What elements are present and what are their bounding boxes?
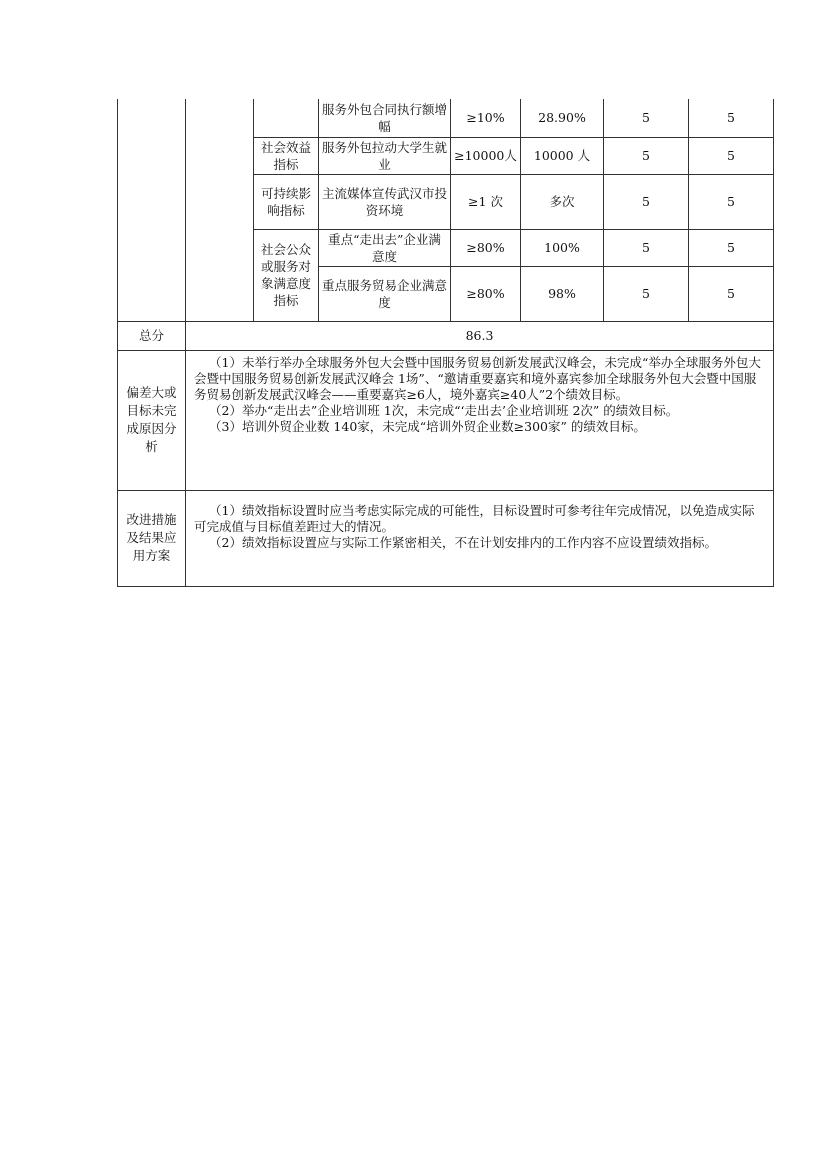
category-cell: 可持续影响指标: [254, 174, 319, 229]
total-value: 86.3: [186, 321, 774, 350]
blank-cell: [118, 99, 186, 321]
actual-cell: 28.90%: [521, 99, 604, 137]
category-cell: 社会效益指标: [254, 137, 319, 174]
category-cell: 社会公众或服务对象满意度指标: [254, 229, 319, 321]
indicator-cell: 服务外包拉动大学生就业: [319, 137, 451, 174]
improvement-item: （1）绩效指标设置时应当考虑实际完成的可能性，目标设置时可参考往年完成情况，以免造成实际可完成值与目标值差距过大的情况。: [194, 502, 755, 534]
actual-cell: 100%: [521, 229, 604, 266]
weight-cell: 5: [604, 174, 689, 229]
indicator-cell: 主流媒体宣传武汉市投资环境: [319, 174, 451, 229]
target-cell: ≥80%: [451, 266, 521, 321]
blank-cell: [186, 99, 254, 321]
score-cell: 5: [689, 266, 774, 321]
performance-table: [117, 99, 774, 587]
actual-cell: 98%: [521, 266, 604, 321]
weight-cell: 5: [604, 229, 689, 266]
target-cell: ≥1 次: [451, 174, 521, 229]
score-cell: 5: [689, 137, 774, 174]
improvement-label: 改进措施及结果应用方案: [118, 490, 186, 586]
target-cell: ≥10%: [451, 99, 521, 137]
score-cell: 5: [689, 229, 774, 266]
actual-cell: 10000 人: [521, 137, 604, 174]
deviation-content: [186, 350, 774, 490]
actual-cell: 多次: [521, 174, 604, 229]
weight-cell: 5: [604, 137, 689, 174]
target-cell: ≥80%: [451, 229, 521, 266]
deviation-label: 偏差大或目标未完成原因分析: [118, 350, 186, 490]
indicator-cell: 服务外包合同执行额增幅: [319, 99, 451, 137]
total-label: 总分: [118, 321, 186, 350]
target-cell: ≥10000人: [451, 137, 521, 174]
score-cell: 5: [689, 174, 774, 229]
indicator-cell: 重点服务贸易企业满意度: [319, 266, 451, 321]
deviation-item: （1）未举行举办全球服务外包大会暨中国服务贸易创新发展武汉峰会，未完成“举办全球服务外包大会暨中国服务贸易创新发展武汉峰会 1场”、“邀请重要嘉宾和境外嘉宾参加全球服务外包大会暨中国服务贸易创新发展武汉峰会——重要嘉宾≥6人，境外嘉宾≥40人”2个绩效目标。: [194, 354, 761, 402]
improvement-content: [186, 490, 774, 586]
weight-cell: 5: [604, 266, 689, 321]
deviation-item: （3）培训外贸企业数 140家，未完成“培训外贸企业数≥300家” 的绩效目标。: [209, 418, 646, 434]
improvement-item: （2）绩效指标设置应与实际工作紧密相关，不在计划安排内的工作内容不应设置绩效指标。: [209, 534, 717, 550]
weight-cell: 5: [604, 99, 689, 137]
deviation-item: （2）举办“走出去”企业培训班 1次，未完成“‘走出去’企业培训班 2次” 的绩效目标。: [209, 402, 679, 418]
blank-cell: [254, 99, 319, 137]
score-cell: 5: [689, 99, 774, 137]
indicator-cell: 重点“走出去”企业满意度: [319, 229, 451, 266]
